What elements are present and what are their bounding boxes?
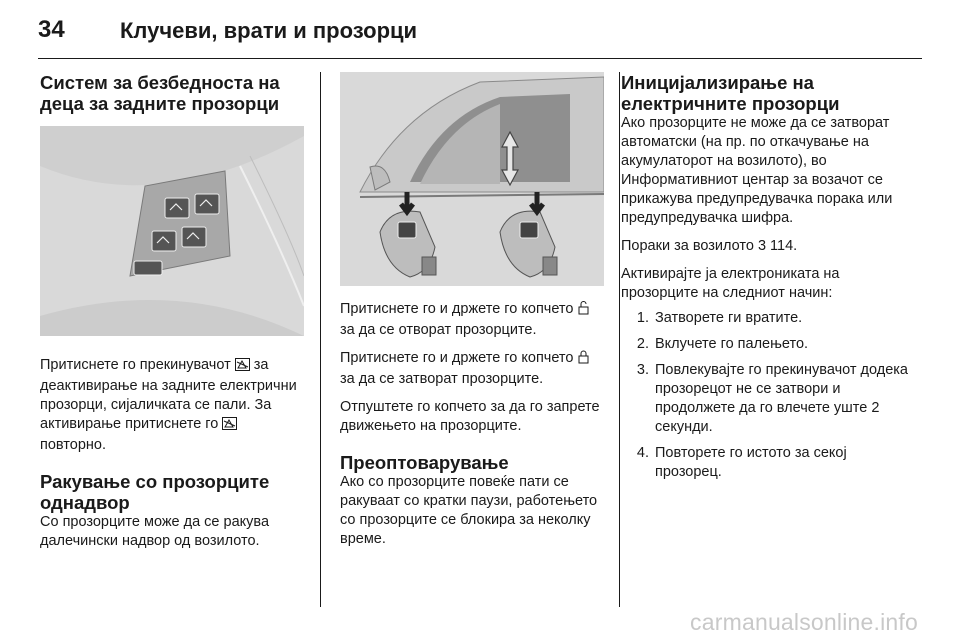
child-lock-switch-icon	[235, 358, 250, 377]
key-lock-button-icon	[578, 350, 589, 370]
child-lock-text-b: за деактивирање на задните електрични прозорци, сијаличката се пали. За активирање притиснете го	[40, 357, 297, 432]
step-number: 4.	[636, 445, 649, 461]
remote-operation-paragraph: Со прозорците може да се ракува далечински надвор од возилото.	[40, 514, 270, 549]
open-windows-paragraph	[340, 300, 604, 340]
child-lock-paragraph	[40, 356, 304, 455]
door-switch-illustration	[40, 126, 304, 336]
remote-operation-heading: Ракување со прозорците однадвор	[40, 471, 270, 513]
column-divider-2	[619, 72, 620, 607]
close-windows-text-a: Притиснете го и држете го копчето	[340, 350, 574, 366]
activation-intro: Активирајте ја електрониката на прозорците на следниот начин:	[621, 266, 840, 301]
column-3	[621, 72, 913, 489]
list-item	[621, 444, 913, 482]
list-item	[621, 309, 913, 328]
initialization-paragraph: Ако прозорците не може да се затворат автоматски (на пр. по откачување на акумулаторот на возилото), во Информативниот центар за возачот се прикажува предупредувачка порака или предупредувачка шифра.	[621, 115, 893, 226]
open-windows-text-a: Притиснете го и држете го копчето	[340, 301, 574, 317]
step-text: Затворете ги вратите.	[655, 310, 803, 326]
overload-paragraph: Ако со прозорците повеќе пати се ракуваат со кратки паузи, работењето со прозорците се блокира за неколку време.	[340, 474, 598, 547]
step-text: Повлекувајте го прекинувачот додека прозорецот не се затвори и продолжете да го влечете уште 2 секунди.	[655, 362, 908, 435]
initialization-steps	[621, 309, 913, 482]
initialization-heading: Иницијализирање на електричните прозорци	[621, 72, 840, 114]
page-header	[38, 8, 922, 48]
remote-key-illustration	[340, 72, 604, 286]
overload-heading: Преоптоварување	[340, 452, 509, 473]
child-lock-text-c: повторно.	[40, 437, 107, 453]
column-1	[40, 72, 304, 551]
list-item	[621, 335, 913, 354]
key-unlock-button-icon	[578, 301, 589, 321]
close-windows-text-b: за да се затворат прозорците.	[340, 371, 544, 387]
open-windows-text-b: за да се отворат прозорците.	[340, 322, 537, 338]
column-divider-1	[320, 72, 321, 607]
step-number: 1.	[636, 310, 649, 326]
list-item	[621, 361, 913, 437]
header-rule	[38, 58, 922, 59]
step-text: Вклучете го палењето.	[655, 336, 809, 352]
child-lock-heading: Систем за безбедноста на деца за задните прозорци	[40, 72, 280, 114]
watermark: carmanualsonline.info	[690, 609, 918, 635]
step-number: 3.	[636, 362, 649, 378]
child-lock-switch-icon	[222, 417, 237, 436]
child-lock-text-a: Притиснете го прекинувачот	[40, 357, 231, 373]
step-text: Повторете го истото за секој прозорец.	[655, 445, 847, 480]
vehicle-messages-reference: Пораки за возилото 3 114.	[621, 238, 798, 254]
step-number: 2.	[636, 336, 649, 352]
chapter-title: Клучеви, врати и прозорци	[120, 18, 418, 43]
close-windows-paragraph	[340, 349, 604, 389]
page-number: 34	[38, 16, 65, 43]
stop-movement-paragraph: Отпуштете го копчето за да го запрете движењето на прозорците.	[340, 399, 600, 434]
column-2	[340, 72, 604, 549]
